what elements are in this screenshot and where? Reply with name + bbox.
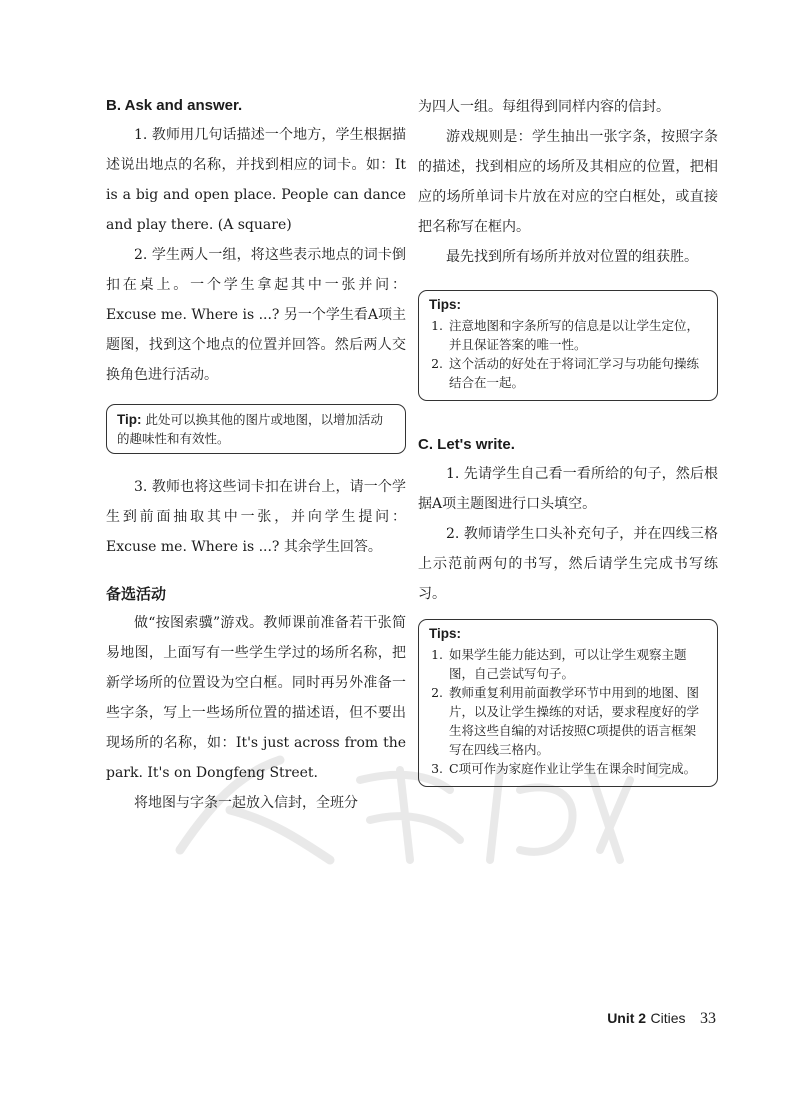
left-column	[106, 96, 406, 818]
tip-item: 2. 教师重复利用前面教学环节中用到的地图、图片，以及让学生操练的对话，要求程度好的学生将这些自编的对话按照C项提供的语言框架写在四线三格内。	[447, 683, 707, 759]
c-step-2: 2. 教师请学生口头补充句子，并在四线三格上示范前两句的书写，然后请学生完成书写练习。	[418, 526, 718, 602]
tips-box-2	[418, 619, 718, 787]
page-footer	[0, 1010, 716, 1028]
tip-text: 此处可以换其他的图片或地图，以增加活动的趣味性和有效性。	[117, 412, 383, 446]
tip-item: 3. C项可作为家庭作业让学生在课余时间完成。	[447, 759, 707, 778]
alt-activity-paragraph: 做“按图索骥”游戏。教师课前准备若干张简易地图，上面写有一些学生学过的场所名称，把新学场所的位置设为空白框。同时再另外准备一些字条，写上一些场所位置的描述语，但不要出现场所的名称，如：It's just across from the park. It's on Dongfeng Street.	[106, 615, 406, 781]
alternative-activity-heading: 备选活动	[106, 585, 167, 603]
tips-label: Tips:	[429, 626, 462, 641]
section-c-heading: C. Let's write.	[418, 436, 515, 453]
game-rules: 游戏规则是：学生抽出一张字条，按照字条的描述，找到相应的场所及其相应的位置，把相应的场所单词卡片放在对应的空白框处，或直接把名称写在框内。	[418, 129, 718, 235]
footer-unit-title: Cities	[650, 1010, 686, 1026]
tip-label: Tip:	[117, 412, 142, 427]
tips-box-1	[418, 290, 718, 401]
b-step-1: 1. 教师用几句话描述一个地方，学生根据描述说出地点的名称，并找到相应的词卡。如：It is a big and open place. People can dance and play there. (A square)	[106, 127, 406, 233]
section-b-heading: B. Ask and answer.	[106, 97, 243, 114]
b-step-2: 2. 学生两人一组，将这些表示地点的词卡倒扣在桌上。一个学生拿起其中一张并问：Excuse me. Where is ...? 另一个学生看A项主题图，找到这个地点的位置并回答。然后两人交换角色进行活动。	[106, 247, 407, 383]
tips-list-2	[429, 645, 707, 778]
tips-list-1	[429, 316, 707, 392]
alt-activity-continued: 为四人一组。每组得到同样内容的信封。	[418, 99, 670, 115]
tip-item: 2. 这个活动的好处在于将词汇学习与功能句操练结合在一起。	[447, 354, 707, 392]
game-winner: 最先找到所有场所并放对位置的组获胜。	[446, 249, 698, 265]
c-step-1: 1. 先请学生自己看一看所给的句子，然后根据A项主题图进行口头填空。	[418, 466, 718, 512]
footer-unit: Unit 2	[607, 1010, 647, 1026]
b-step-3: 3. 教师也将这些词卡扣在讲台上，请一个学生到前面抽取其中一张，并向学生提问：Excuse me. Where is ...? 其余学生回答。	[106, 479, 406, 555]
tips-label: Tips:	[429, 297, 462, 312]
page-number: 33	[700, 1010, 716, 1027]
tip-item: 1. 如果学生能力能达到，可以让学生观察主题图，自己尝试写句子。	[447, 645, 707, 683]
right-column	[418, 96, 718, 787]
alt-activity-paragraph-2: 将地图与字条一起放入信封，全班分	[134, 795, 358, 811]
tip-box	[106, 404, 406, 454]
tip-item: 1. 注意地图和字条所写的信息是以让学生定位，并且保证答案的唯一性。	[447, 316, 707, 354]
